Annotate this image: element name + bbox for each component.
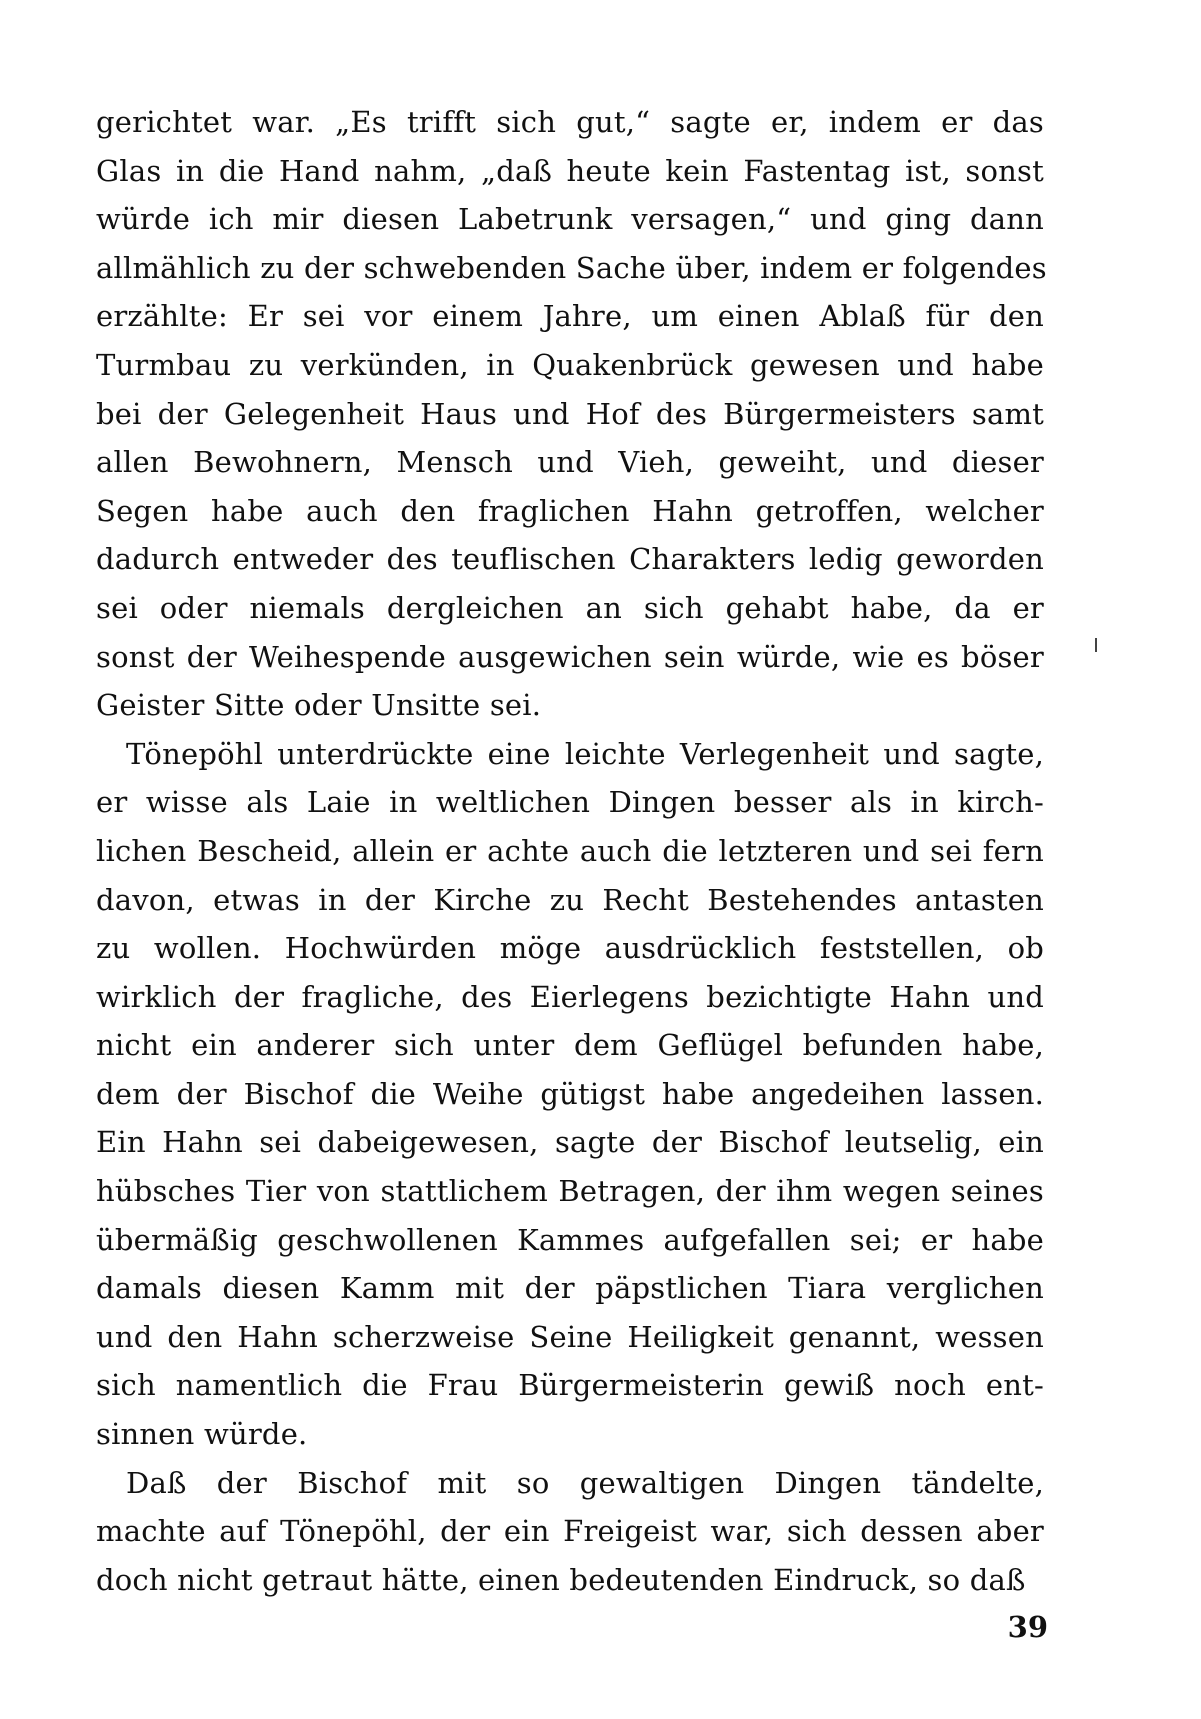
text-line: doch nicht getraut hätte, einen bedeutenden Eindruck, so daß [96,1562,1026,1597]
text-line: machte auf Tönepöhl, der ein Freigeist war, sich dessen aber [96,1514,1044,1549]
page-number: 39 [1007,1610,1048,1644]
text-line: bei der Gelegenheit Haus und Hof des Bürgermeisters samt [96,396,1044,431]
text-line: sich namentlich die Frau Bürgermeisterin gewiß noch ent- [96,1368,1044,1403]
text-line: er wisse als Laie in weltlichen Dingen besser als in kirch- [96,785,1044,820]
text-line: und den Hahn scherzweise Seine Heiligkeit genannt, wessen [96,1319,1044,1354]
text-line: Turmbau zu verkünden, in Quakenbrück gewesen und habe [96,347,1044,382]
text-line: allmählich zu der schwebenden Sache über, indem er folgendes [96,250,1047,285]
text-line: dadurch entweder des teuflischen Charakters ledig geworden [96,542,1044,577]
text-line: damals diesen Kamm mit der päpstlichen Tiara verglichen [96,1271,1044,1306]
text-line: hübsches Tier von stattlichem Betragen, der ihm wegen seines [96,1174,1044,1209]
text-line: Daß der Bischof mit so gewaltigen Dingen tändelte, [126,1465,1044,1500]
text-line: lichen Bescheid, allein er achte auch die letzteren und sei fern [96,833,1044,868]
text-line: sinnen würde. [96,1417,308,1452]
text-line: Tönepöhl unterdrückte eine leichte Verlegenheit und sagte, [126,736,1044,771]
text-line: würde ich mir diesen Labetrunk versagen,“ und ging dann [96,202,1044,237]
text-line: übermäßig geschwollenen Kammes aufgefallen sei; er habe [96,1222,1044,1257]
text-line: Geister Sitte oder Unsitte sei. [96,688,542,723]
text-line: dem der Bischof die Weihe gütigst habe angedeihen lassen. [96,1076,1044,1111]
text-line: erzählte: Er sei vor einem Jahre, um einen Ablaß für den [96,299,1044,334]
text-line: sei oder niemals dergleichen an sich gehabt habe, da er [96,590,1044,625]
text-line: allen Bewohnern, Mensch und Vieh, geweiht, und dieser [96,445,1044,480]
text-line: sonst der Weihespende ausgewichen sein würde, wie es böser [96,639,1044,674]
body-text [96,98,1047,1604]
text-line: Glas in die Hand nahm, „daß heute kein Fastentag ist, sonst [96,153,1044,188]
text-line: wirklich der fragliche, des Eierlegens bezichtigte Hahn und [96,979,1044,1014]
text-line: gerichtet war. „Es trifft sich gut,“ sagte er, indem er das [96,105,1044,139]
print-speck [1095,638,1097,652]
text-line: zu wollen. Hochwürden möge ausdrücklich feststellen, ob [96,931,1044,966]
text-line: davon, etwas in der Kirche zu Recht Bestehendes antasten [96,882,1044,917]
text-line: Ein Hahn sei dabeigewesen, sagte der Bischof leutselig, ein [96,1125,1044,1160]
text-line: nicht ein anderer sich unter dem Geflügel befunden habe, [96,1028,1044,1063]
text-line: Segen habe auch den fraglichen Hahn getroffen, welcher [96,493,1044,528]
